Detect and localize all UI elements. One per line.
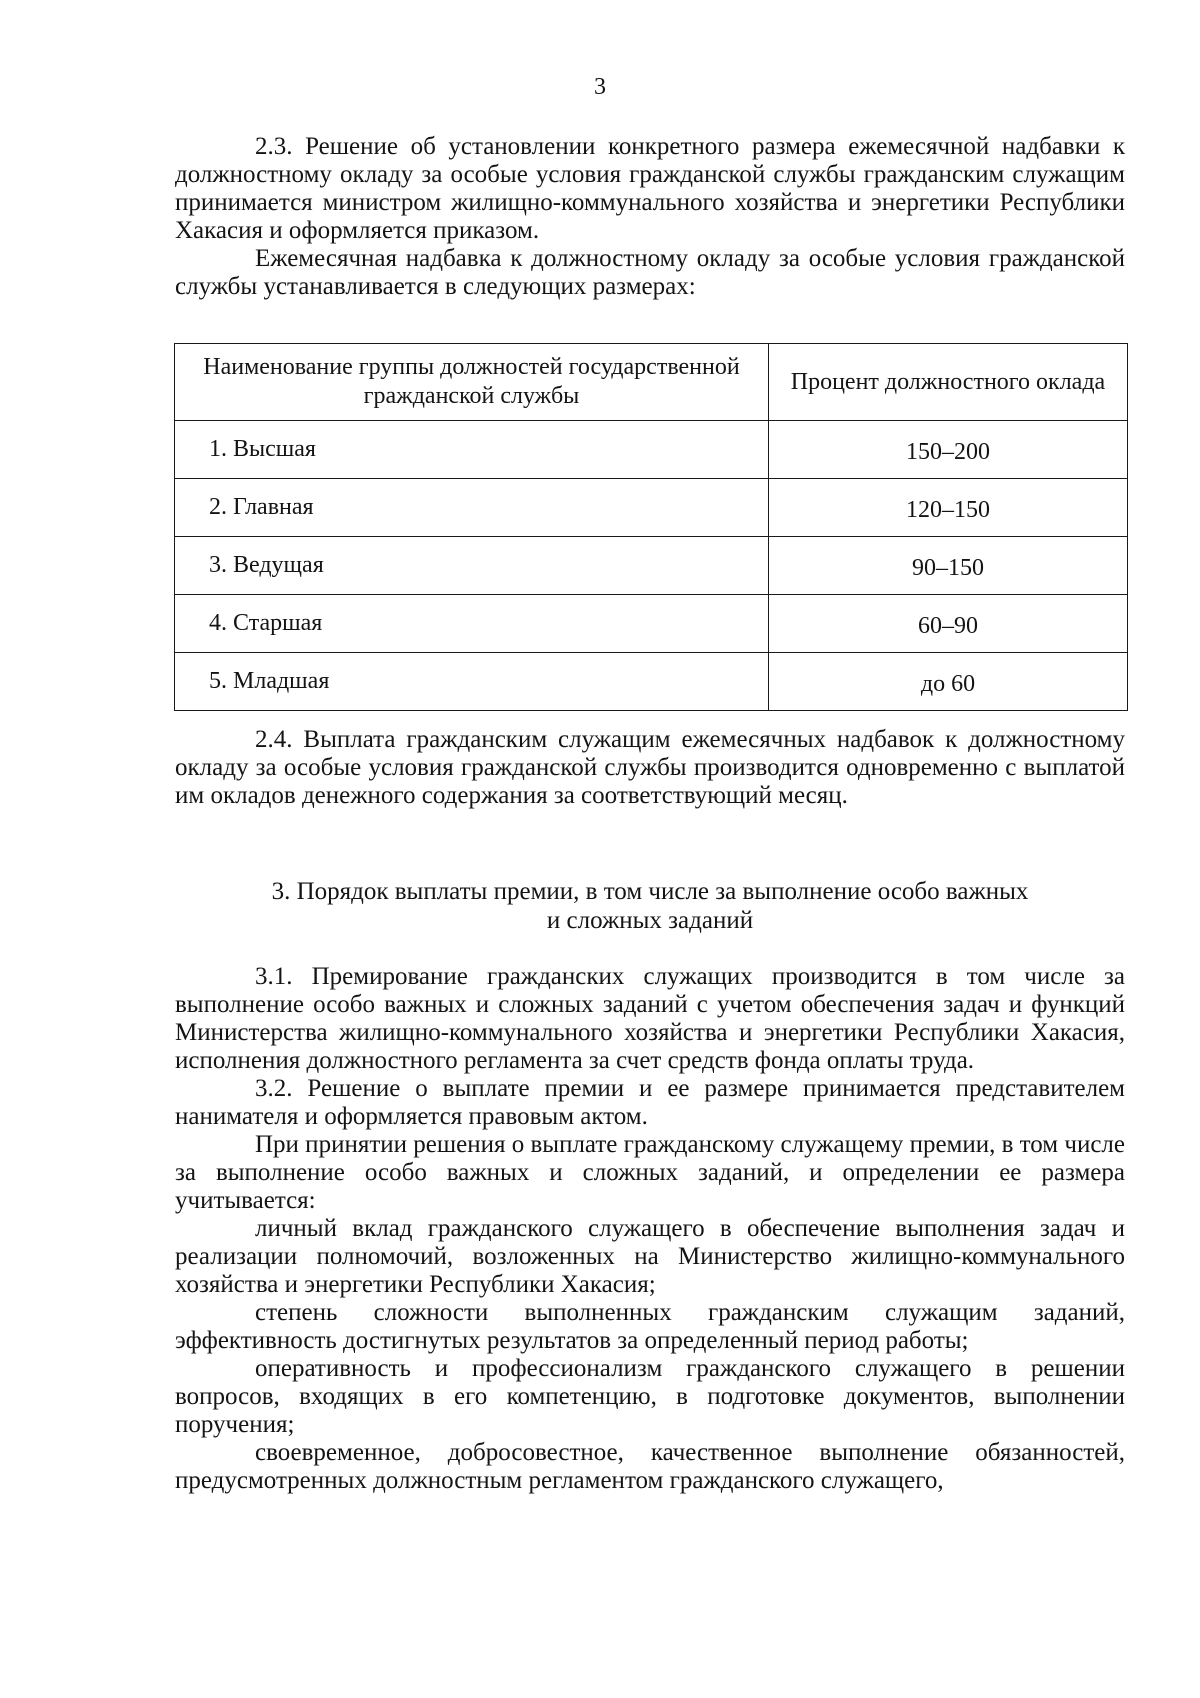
table-header-row (175, 344, 1128, 421)
header-position-group: Наименование группы должностей государственной гражданской службы (175, 344, 769, 421)
group-cell: 5. Младшая (175, 653, 769, 711)
paragraph-monthly-allowance: Ежемесячная надбавка к должностному окладу за особые условия гражданской службы устанавливается в следующих размерах: (175, 245, 1125, 300)
criteria-item: личный вклад гражданского служащего в обеспечение выполнения задач и реализации полномочий, возложенных на Министерство жилищно-коммунального хозяйства и энергетики Республики Хакасия; (175, 1215, 1125, 1298)
group-cell: 2. Главная (175, 479, 769, 537)
section-3-heading (175, 877, 1125, 935)
group-cell: 4. Старшая (175, 595, 769, 653)
percent-cell: 150–200 (768, 421, 1127, 479)
section-heading-line: и сложных заданий (546, 907, 754, 934)
percent-cell: до 60 (768, 653, 1127, 711)
group-cell: 3. Ведущая (175, 537, 769, 595)
criteria-item: степень сложности выполненных гражданским служащим заданий, эффективность достигнутых результатов за определенный период работы; (175, 1299, 1125, 1354)
section-heading-line: 3. Порядок выплаты премии, в том числе за выполнение особо важных (271, 878, 1029, 905)
criteria-item: своевременное, добросовестное, качественное выполнение обязанностей, предусмотренных должностным регламентом гражданского служащего, (175, 1439, 1125, 1494)
page-number: 3 (594, 74, 606, 100)
percent-cell: 60–90 (768, 595, 1127, 653)
allowance-table (174, 343, 1128, 711)
table-row (175, 421, 1128, 479)
section-2-3-text (175, 133, 1125, 301)
paragraph-3-2: 3.2. Решение о выплате премии и ее размере принимается представителем нанимателя и оформляется правовым актом. (175, 1075, 1125, 1130)
criteria-item: оперативность и профессионализм гражданского служащего в решении вопросов, входящих в его компетенцию, в подготовке документов, выполнении поручения; (175, 1355, 1125, 1438)
table-row (175, 653, 1128, 711)
paragraph-2-3: 2.3. Решение об установлении конкретного размера ежемесячной надбавки к должностному окладу за особые условия гражданской службы гражданским служащим принимается министром жилищно-коммунального хозяйства и энергетики Республики Хакасия и оформляется приказом. (175, 133, 1125, 244)
table-row (175, 595, 1128, 653)
group-cell: 1. Высшая (175, 421, 769, 479)
header-salary-percent: Процент должностного оклада (768, 344, 1127, 421)
section-2-4-text (175, 726, 1125, 810)
table-row (175, 479, 1128, 537)
section-3-text (175, 963, 1125, 1495)
paragraph-criteria-intro: При принятии решения о выплате гражданскому служащему премии, в том числе за выполнение особо важных и сложных заданий, и определении ее размера учитывается: (175, 1131, 1125, 1214)
paragraph-2-4: 2.4. Выплата гражданским служащим ежемесячных надбавок к должностному окладу за особые условия гражданской службы производится одновременно с выплатой им окладов денежного содержания за соответствующий месяц. (175, 726, 1125, 809)
percent-cell: 120–150 (768, 479, 1127, 537)
paragraph-3-1: 3.1. Премирование гражданских служащих производится в том числе за выполнение особо важных и сложных заданий с учетом обеспечения задач и функций Министерства жилищно-коммунального хозяйства и энергетики Республики Хакасия, исполнения должностного регламента за счет средств фонда оплаты труда. (175, 963, 1125, 1074)
percent-cell: 90–150 (768, 537, 1127, 595)
table-row (175, 537, 1128, 595)
